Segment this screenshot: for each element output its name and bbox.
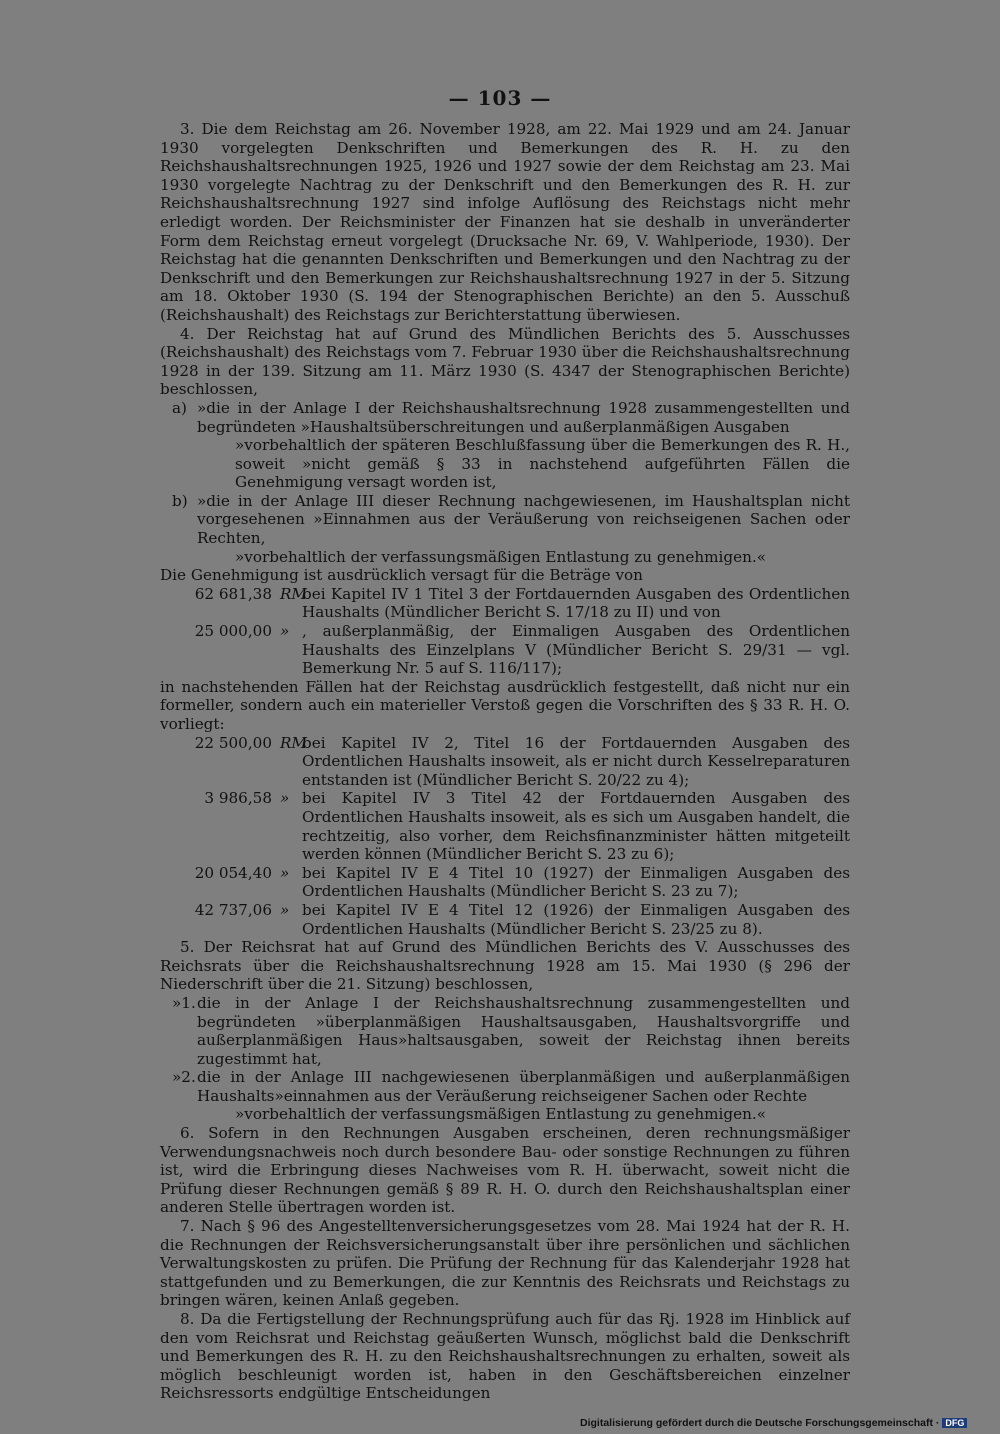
amount-value: 42 737,06 (194, 900, 272, 919)
clause-4a (160, 399, 850, 436)
clause-4b-continuation: »vorbehaltlich der verfassungsmäßigen Entlastung zu genehmigen.« (235, 547, 766, 566)
clause-5-2-label: »2. (172, 1068, 196, 1087)
currency-mark: » (280, 863, 290, 882)
page-body (160, 120, 850, 1403)
amount-row (160, 585, 850, 622)
dfg-logo: DFG (942, 1418, 967, 1428)
clause-5-1-label: »1. (172, 993, 196, 1012)
paragraph-4: 4. Der Reichstag hat auf Grund des Mündlichen Berichts des 5. Ausschusses (Reichshaushalt) des Reichstags vom 7. Februar 1930 über die Reichshaushaltsrechnung 1928 in der 139. Sitzung am 11. März 1930 (S. 4347 der Stenographischen Berichte) beschlossen, (160, 324, 850, 399)
amount-row (160, 789, 850, 863)
amount-row (160, 622, 850, 678)
paragraph-7: 7. Nach § 96 des Angestelltenversicherungsgesetzes vom 28. Mai 1924 hat der R. H. die Rechnungen der Reichsversicherungsanstalt über ihre persönlichen und sächlichen Verwaltungskosten zu prüfen. Die Prüfung der Rechnung für das Kalenderjahr 1928 hat stattgefunden und zu Bemerkungen, die zur Kenntnis des Reichsrats und Reichstags zu bringen wären, keinen Anlaß gegeben. (160, 1217, 850, 1310)
amount-description: bei Kapitel IV 3 Titel 42 der Fortdauernden Ausgaben des Ordentlichen Haushalts insoweit, als es sich um Ausgaben handelt, die rechtzeitig, also vorher, dem Reichsfinanzminister hätten mitgeteilt werden können (Mündlicher Bericht S. 23 zu 6); (302, 789, 850, 864)
credit-text: Digitalisierung gefördert durch die Deutsche Forschungsgemeinschaft · (580, 1417, 940, 1429)
amount-row (160, 734, 850, 790)
paragraph-6: 6. Sofern in den Rechnungen Ausgaben erscheinen, deren rechnungsmäßiger Verwendungsnachweis noch durch besondere Bau- oder sonstige Rechnungen zu führen ist, wird die Erbringung dieses Nachweises vom R. H. überwacht, soweit nicht die Prüfung dieser Rechnungen gemäß § 89 R. H. O. durch den Reichshaushaltsplan einer anderen Stelle übertragen worden ist. (160, 1124, 850, 1217)
amount-value: 62 681,38 (194, 584, 272, 603)
amount-value: 25 000,00 (194, 622, 272, 641)
clause-5-1 (160, 994, 850, 1068)
amount-description: bei Kapitel IV E 4 Titel 10 (1927) der Einmaligen Ausgaben des Ordentlichen Haushalts (Mündlicher Bericht S. 23 zu 7); (302, 863, 850, 901)
clause-5-1-text: die in der Anlage I der Reichshaushaltsrechnung zusammengestellten und begründeten »überplanmäßigen Haushaltsausgaben, Haushaltsvorgriffe und außerplanmäßigen Haus»haltsausgaben, soweit der Reichstag ihnen bereits zugestimmt hat, (197, 993, 850, 1068)
currency-mark: RM (280, 584, 307, 603)
paragraph-3: 3. Die dem Reichstag am 26. November 1928, am 22. Mai 1929 und am 24. Januar 1930 vorgelegten Denkschriften und Bemerkungen des R. H. zu den Reichshaushaltsrechnungen 1925, 1926 und 1927 sowie der dem Reichstag am 23. Mai 1930 vorgelegte Nachtrag zu der Denkschrift und den Bemerkungen des R. H. zur Reichshaushaltsrechnung 1927 sind infolge Auflösung des Reichstags nicht mehr erledigt worden. Der Reichsminister der Finanzen hat sie deshalb in unveränderter Form dem Reichstag erneut vorgelegt (Drucksache Nr. 69, V. Wahlperiode, 1930). Der Reichstag hat die genannten Denkschriften und Bemerkungen und den Nachtrag zu der Denkschrift und den Bemerkungen zur Reichshaushaltsrechnung 1927 in der 5. Sitzung am 18. Oktober 1930 (S. 194 der Stenographischen Berichte) an den 5. Ausschuß (Reichshaushalt) des Reichstags zur Berichterstattung überwiesen. (160, 120, 850, 324)
currency-mark: RM (280, 733, 307, 752)
amount-value: 22 500,00 (194, 733, 272, 752)
clause-5-2 (160, 1068, 850, 1105)
clause-4b-label: b) (172, 491, 188, 510)
clause-5-2-text: die in der Anlage III nachgewiesenen überplanmäßigen und außerplanmäßigen Haushalts»einnahmen aus der Veräußerung reichseigener Sachen oder Rechte (197, 1068, 850, 1105)
amount-description: bei Kapitel IV 2, Titel 16 der Fortdauernden Ausgaben des Ordentlichen Haushalts insoweit, als er nicht durch Kesselreparaturen entstanden ist (Mündlicher Bericht S. 20/22 zu 4); (302, 733, 850, 789)
clause-4a-continuation: »vorbehaltlich der späteren Beschlußfassung über die Bemerkungen des R. H., soweit »nicht gemäß § 33 in nachstehend aufgeführten Fällen die Genehmigung versagt worden ist, (235, 436, 850, 492)
amount-description: , außerplanmäßig, der Einmaligen Ausgaben des Ordentlichen Haushalts des Einzelplans V (Mündlicher Bericht S. 29/31 — vgl. Bemerkung Nr. 5 auf S. 116/117); (302, 622, 850, 678)
amount-value: 3 986,58 (204, 789, 272, 808)
clause-4a-label: a) (172, 398, 187, 417)
amount-value: 20 054,40 (194, 863, 272, 882)
amount-description: bei Kapitel IV 1 Titel 3 der Fortdauernden Ausgaben des Ordentlichen Haushalts (Mündlicher Bericht S. 17/18 zu II) und von (302, 584, 850, 622)
page-number: — 103 — (448, 86, 552, 110)
clause-4b-text: »die in der Anlage III dieser Rechnung nachgewiesenen, im Haushaltsplan nicht vorgesehenen »Einnahmen aus der Veräußerung von reichseigenen Sachen oder Rechten, (197, 491, 850, 548)
clause-4b (160, 492, 850, 548)
currency-mark: » (280, 789, 290, 808)
violation-intro: in nachstehenden Fällen hat der Reichstag ausdrücklich festgestellt, daß nicht nur ein formeller, sondern auch ein materieller Verstoß gegen die Vorschriften des § 33 R. H. O. vorliegt: (160, 677, 850, 733)
amount-row (160, 864, 850, 901)
paragraph-5: 5. Der Reichsrat hat auf Grund des Mündlichen Berichts des V. Ausschusses des Reichsrats über die Reichshaushaltsrechnung 1928 am 15. Mai 1930 (§ 296 der Niederschrift über die 21. Sitzung) beschlossen, (160, 938, 850, 994)
amount-description: bei Kapitel IV E 4 Titel 12 (1926) der Einmaligen Ausgaben des Ordentlichen Haushalts (Mündlicher Bericht S. 23/25 zu 8). (302, 900, 850, 938)
clause-4a-text: »die in der Anlage I der Reichshaushaltsrechnung 1928 zusammengestellten und begründeten »Haushaltsüberschreitungen und außerplanmäßigen Ausgaben (197, 398, 850, 436)
currency-mark: » (280, 622, 290, 641)
paragraph-8: 8. Da die Fertigstellung der Rechnungsprüfung auch für das Rj. 1928 im Hinblick auf den vom Reichsrat und Reichstag geäußerten Wunsch, möglichst bald die Denkschrift und Bemerkungen des R. H. zu den Reichshaushaltsrechnungen zu erhalten, soweit als möglich beschleunigt worden ist, haben in den Geschäftsbereichen einzelner Reichsressorts endgültige Entscheidungen (160, 1310, 850, 1403)
digitization-credit (580, 1417, 1000, 1429)
clause-5-continuation: »vorbehaltlich der verfassungsmäßigen Entlastung zu genehmigen.« (235, 1105, 766, 1124)
currency-mark: » (280, 900, 290, 919)
amount-row (160, 901, 850, 938)
refusal-intro: Die Genehmigung ist ausdrücklich versagt für die Beträge von (160, 566, 643, 585)
